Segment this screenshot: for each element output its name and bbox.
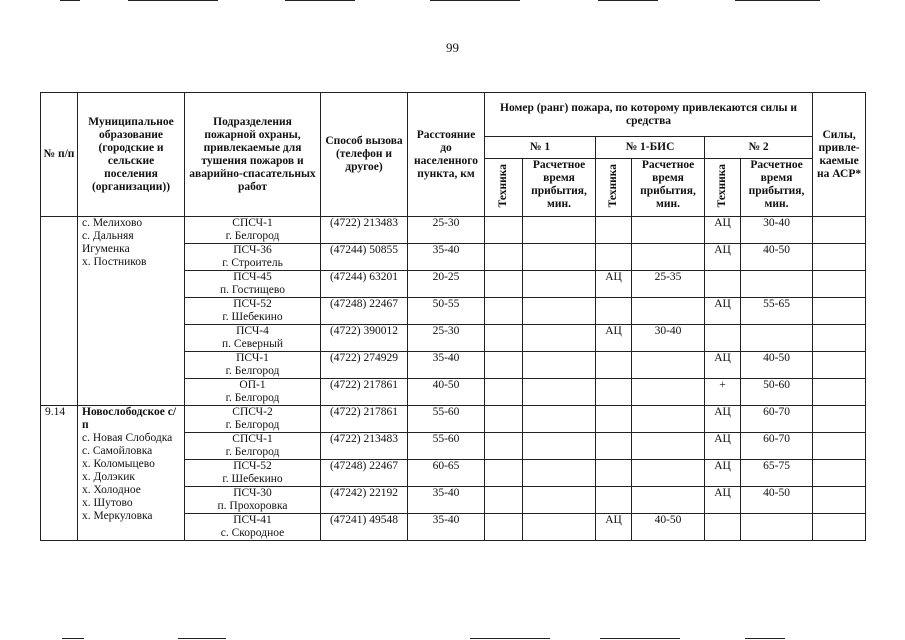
phone-cell: (4722) 217861	[321, 379, 408, 406]
rank-1-time-cell	[523, 352, 596, 379]
rank-1-equipment-cell	[485, 352, 523, 379]
fire-unit-location: г. Белгород	[225, 419, 280, 431]
distance-cell: 25-30	[408, 217, 485, 244]
phone-cell: (47248) 22467	[321, 460, 408, 487]
rank-2-equipment-cell: АЦ	[705, 352, 741, 379]
distance-cell: 35-40	[408, 244, 485, 271]
asr-cell	[813, 460, 866, 487]
fire-unit-location: с. Скородное	[220, 527, 285, 539]
fire-unit-cell	[185, 325, 321, 352]
rank-1-equipment-cell	[485, 460, 523, 487]
header-distance: Расстояние до населенного пункта, км	[408, 93, 485, 217]
rank-1-time-cell	[523, 514, 596, 541]
rank-1-equipment-cell	[485, 244, 523, 271]
header-num: № п/п	[41, 93, 78, 217]
phone-cell: (47242) 22192	[321, 487, 408, 514]
rank-1bis-equipment-cell	[596, 244, 632, 271]
header-rank-1: № 1	[485, 137, 596, 159]
header-rank-2-equipment: Техника	[705, 159, 741, 217]
rank-1bis-time-cell	[632, 244, 705, 271]
rank-2-time-cell: 40-50	[741, 487, 813, 514]
rank-2-equipment-cell: АЦ	[705, 406, 741, 433]
fire-unit-location: п. Северный	[221, 338, 284, 350]
rank-1bis-time-cell: 40-50	[632, 514, 705, 541]
rank-2-equipment-cell: АЦ	[705, 244, 741, 271]
rank-1-time-cell	[523, 487, 596, 514]
fire-unit-cell	[185, 271, 321, 298]
rank-2-time-cell: 40-50	[741, 352, 813, 379]
rank-1-time-cell	[523, 244, 596, 271]
header-rank-2: № 2	[705, 137, 813, 159]
asr-cell	[813, 217, 866, 244]
rank-2-equipment-cell: АЦ	[705, 433, 741, 460]
fire-unit-cell	[185, 406, 321, 433]
fire-unit-name: ПСЧ-4	[236, 325, 269, 337]
rank-1-time-cell	[523, 379, 596, 406]
fire-unit-name: ПСЧ-36	[233, 244, 272, 256]
fire-unit-name: СПСЧ-2	[232, 406, 273, 418]
scan-edge-mark	[430, 0, 520, 1]
table-body	[41, 217, 866, 541]
fire-unit-name: СПСЧ-1	[232, 433, 273, 445]
settlement-name: с. Дальняя Игуменка	[82, 230, 134, 255]
rank-2-equipment-cell	[705, 514, 741, 541]
scan-edge-mark	[60, 0, 80, 1]
rank-1bis-equipment-cell	[596, 460, 632, 487]
rank-1bis-equipment-cell	[596, 217, 632, 244]
asr-cell	[813, 298, 866, 325]
rank-2-time-cell: 60-70	[741, 406, 813, 433]
rank-1-equipment-cell	[485, 298, 523, 325]
rank-2-time-cell: 55-65	[741, 298, 813, 325]
rank-2-time-cell	[741, 271, 813, 298]
scan-edge-mark	[470, 638, 550, 639]
rank-1bis-equipment-cell	[596, 487, 632, 514]
rank-2-time-cell	[741, 514, 813, 541]
phone-cell: (4722) 213483	[321, 433, 408, 460]
asr-cell	[813, 271, 866, 298]
fire-unit-cell	[185, 460, 321, 487]
table-row	[41, 217, 866, 244]
fire-unit-location: г. Белгород	[225, 365, 280, 377]
rank-2-time-cell: 50-60	[741, 379, 813, 406]
rank-1bis-time-cell: 25-35	[632, 271, 705, 298]
rank-1bis-time-cell	[632, 433, 705, 460]
settlement-name: х. Постников	[82, 256, 147, 268]
scan-edge-mark	[735, 0, 820, 1]
fire-unit-cell	[185, 244, 321, 271]
fire-unit-name: ПСЧ-45	[233, 271, 272, 283]
rank-1bis-time-cell	[632, 460, 705, 487]
rank-1bis-time-cell	[632, 352, 705, 379]
rank-1-time-cell	[523, 460, 596, 487]
distance-cell: 35-40	[408, 487, 485, 514]
rank-2-equipment-cell	[705, 325, 741, 352]
rank-1bis-equipment-cell	[596, 352, 632, 379]
header-call-method: Способ вызова (телефон и другое)	[321, 93, 408, 217]
settlement-name: х. Шутово	[82, 497, 133, 509]
asr-cell	[813, 406, 866, 433]
header-rank-1bis-arrival-time: Расчетное время прибытия, мин.	[632, 159, 705, 217]
fire-unit-name: ПСЧ-52	[233, 460, 272, 472]
fire-unit-name: ПСЧ-30	[233, 487, 272, 499]
fire-unit-cell	[185, 298, 321, 325]
rank-1-time-cell	[523, 271, 596, 298]
rank-1-time-cell	[523, 298, 596, 325]
rank-1bis-time-cell	[632, 487, 705, 514]
header-rank-1-arrival-time: Расчетное время прибытия, мин.	[523, 159, 596, 217]
distance-cell: 20-25	[408, 271, 485, 298]
header-units: Подразделения пожарной охраны, привлекаемые для тушения пожаров и аварийно-спасательных работ	[185, 93, 321, 217]
rank-2-time-cell: 60-70	[741, 433, 813, 460]
asr-cell	[813, 487, 866, 514]
phone-cell: (47244) 50855	[321, 244, 408, 271]
header-rank-1bis: № 1-БИС	[596, 137, 705, 159]
municipality-cell	[78, 217, 185, 406]
rank-2-time-cell: 40-50	[741, 244, 813, 271]
phone-cell: (4722) 213483	[321, 217, 408, 244]
asr-cell	[813, 433, 866, 460]
header-fire-rank: Номер (ранг) пожара, по которому привлекаются силы и средства	[485, 93, 813, 137]
rank-1bis-equipment-cell: АЦ	[596, 325, 632, 352]
table-row	[41, 406, 866, 433]
rank-2-equipment-cell: АЦ	[705, 487, 741, 514]
fire-unit-location: п. Гостищево	[220, 284, 285, 296]
rank-1-equipment-cell	[485, 217, 523, 244]
rank-2-equipment-cell: АЦ	[705, 217, 741, 244]
fire-unit-name: СПСЧ-1	[232, 217, 273, 229]
fire-unit-name: ОП-1	[239, 379, 266, 391]
header-asr: Силы, привле-каемые на АСР*	[813, 93, 866, 217]
rank-1bis-equipment-cell: АЦ	[596, 514, 632, 541]
asr-cell	[813, 379, 866, 406]
fire-unit-location: г. Строитель	[222, 257, 283, 269]
fire-unit-cell	[185, 379, 321, 406]
fire-unit-location: г. Белгород	[225, 230, 280, 242]
rank-2-equipment-cell: АЦ	[705, 460, 741, 487]
rank-2-equipment-cell	[705, 271, 741, 298]
scan-edge-mark	[600, 638, 680, 639]
phone-cell: (4722) 390012	[321, 325, 408, 352]
fire-unit-location: г. Белгород	[225, 446, 280, 458]
rank-1bis-time-cell: 30-40	[632, 325, 705, 352]
asr-cell	[813, 244, 866, 271]
header-rank-1bis-equipment: Техника	[596, 159, 632, 217]
rank-1bis-equipment-cell	[596, 406, 632, 433]
row-number-cell	[41, 217, 78, 406]
scan-edge-mark	[598, 0, 658, 1]
municipality-cell	[78, 406, 185, 541]
phone-cell: (4722) 274929	[321, 352, 408, 379]
asr-cell	[813, 352, 866, 379]
fire-unit-location: г. Шебекино	[222, 311, 283, 323]
phone-cell: (4722) 217861	[321, 406, 408, 433]
distance-cell: 25-30	[408, 325, 485, 352]
rank-1-time-cell	[523, 406, 596, 433]
settlement-name: х. Меркуловка	[82, 510, 153, 522]
fire-unit-name: ПСЧ-52	[233, 298, 272, 310]
phone-cell: (47248) 22467	[321, 298, 408, 325]
rank-1-equipment-cell	[485, 433, 523, 460]
fire-unit-location: г. Шебекино	[222, 473, 283, 485]
settlement-name: с. Новая Слободка	[82, 432, 173, 444]
fire-unit-location: п. Прохоровка	[217, 500, 288, 512]
distance-cell: 60-65	[408, 460, 485, 487]
fire-unit-location: г. Белгород	[225, 392, 280, 404]
fire-unit-cell	[185, 514, 321, 541]
rank-1-equipment-cell	[485, 325, 523, 352]
rank-1bis-equipment-cell	[596, 298, 632, 325]
settlement-name: х. Долэкик	[82, 471, 135, 483]
asr-cell	[813, 514, 866, 541]
phone-cell: (47241) 49548	[321, 514, 408, 541]
fire-unit-name: ПСЧ-41	[233, 514, 272, 526]
fire-response-table	[40, 92, 866, 541]
rank-1bis-time-cell	[632, 406, 705, 433]
distance-cell: 50-55	[408, 298, 485, 325]
rank-1-time-cell	[523, 325, 596, 352]
fire-unit-cell	[185, 433, 321, 460]
fire-unit-cell	[185, 352, 321, 379]
rank-1-equipment-cell	[485, 406, 523, 433]
settlement-name: с. Мелихово	[82, 217, 143, 229]
rank-1bis-equipment-cell: АЦ	[596, 271, 632, 298]
rank-2-equipment-cell: АЦ	[705, 298, 741, 325]
scan-edge-mark	[745, 638, 785, 639]
rank-1bis-time-cell	[632, 298, 705, 325]
distance-cell: 55-60	[408, 406, 485, 433]
settlement-name: х. Холодное	[82, 484, 141, 496]
table-header	[41, 93, 866, 217]
rank-2-time-cell: 65-75	[741, 460, 813, 487]
distance-cell: 55-60	[408, 433, 485, 460]
fire-unit-cell	[185, 217, 321, 244]
rank-1bis-equipment-cell	[596, 433, 632, 460]
rank-2-equipment-cell: +	[705, 379, 741, 406]
phone-cell: (47244) 63201	[321, 271, 408, 298]
fire-unit-name: ПСЧ-1	[236, 352, 269, 364]
scan-edge-mark	[178, 638, 226, 639]
rank-1-equipment-cell	[485, 271, 523, 298]
settlement-name: х. Коломыцево	[82, 458, 155, 470]
rank-1-equipment-cell	[485, 487, 523, 514]
settlement-name: с. Самойловка	[82, 445, 153, 457]
rank-1bis-time-cell	[632, 379, 705, 406]
distance-cell: 35-40	[408, 352, 485, 379]
scan-edge-mark	[285, 0, 355, 1]
rank-1-time-cell	[523, 217, 596, 244]
row-number-cell: 9.14	[41, 406, 78, 541]
rank-2-time-cell	[741, 325, 813, 352]
distance-cell: 35-40	[408, 514, 485, 541]
asr-cell	[813, 325, 866, 352]
distance-cell: 40-50	[408, 379, 485, 406]
rank-1-time-cell	[523, 433, 596, 460]
fire-unit-cell	[185, 487, 321, 514]
municipality-name: Новослободское с/п	[82, 406, 177, 431]
header-municipality: Муниципальное образование (городские и сельские поселения (организации))	[78, 93, 185, 217]
rank-1bis-time-cell	[632, 217, 705, 244]
page-number: 99	[446, 40, 459, 55]
rank-1bis-equipment-cell	[596, 379, 632, 406]
rank-2-time-cell: 30-40	[741, 217, 813, 244]
scan-edge-mark	[128, 0, 218, 1]
header-rank-1-equipment: Техника	[485, 159, 523, 217]
scan-edge-mark	[62, 638, 84, 639]
header-rank-2-arrival-time: Расчетное время прибытия, мин.	[741, 159, 813, 217]
rank-1-equipment-cell	[485, 514, 523, 541]
rank-1-equipment-cell	[485, 379, 523, 406]
